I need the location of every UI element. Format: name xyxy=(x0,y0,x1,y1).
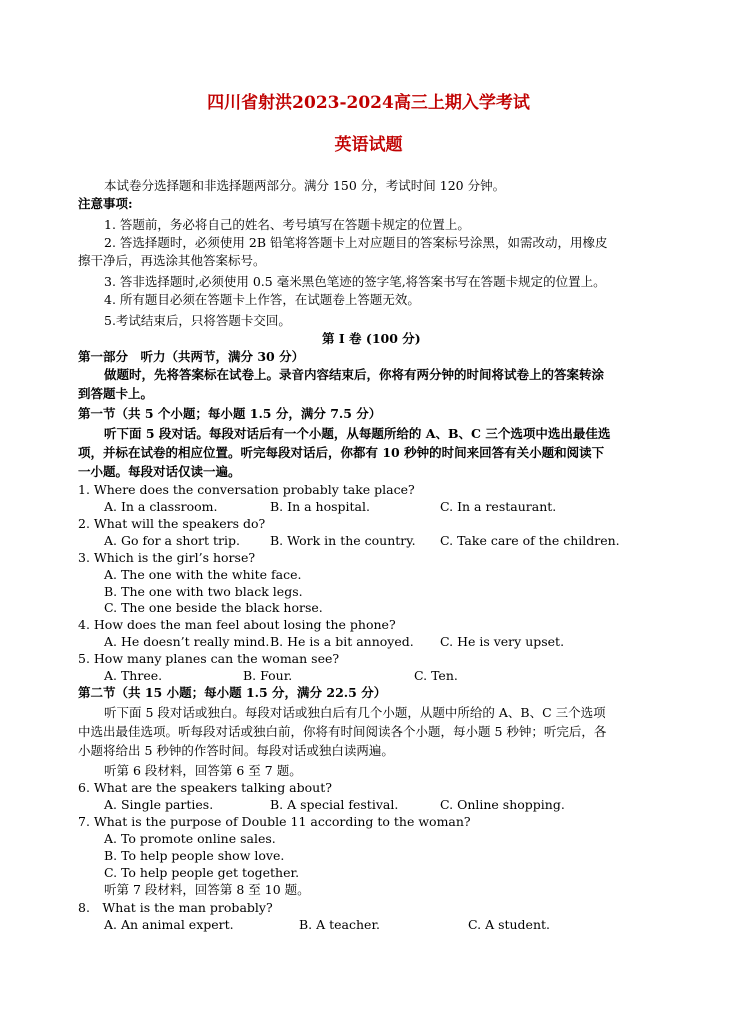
section1-instruction: 一小题。每段对话仅读一遍。 xyxy=(78,464,241,479)
option-c: C. In a restaurant. xyxy=(440,499,557,514)
question-stem: 6. What are the speakers talking about? xyxy=(78,780,332,795)
option-c: C. Online shopping. xyxy=(440,797,565,812)
option-a: A. To promote online sales. xyxy=(104,831,276,846)
page-title: 四川省射洪2023-2024高三上期入学考试 xyxy=(207,93,530,113)
notice-item: 擦干净后，再选涂其他答案标号。 xyxy=(78,253,266,268)
option-c: C. Take care of the children. xyxy=(440,533,620,548)
volume-heading: 第 I 卷 (100 分) xyxy=(322,331,421,346)
option-c: C. A student. xyxy=(468,917,551,932)
intro-text: 本试卷分选择题和非选择题两部分。满分 150 分，考试时间 120 分钟。 xyxy=(104,178,506,193)
section2-instruction: 听下面 5 段对话或独白。每段对话或独白后有几个小题，从题中所给的 A、B、C 三个选项 xyxy=(104,705,606,720)
notice-item: 5.考试结束后，只将答题卡交回。 xyxy=(104,313,291,328)
option-a: A. An animal expert. xyxy=(104,917,234,932)
question-stem: 7. What is the purpose of Double 11 according to the woman? xyxy=(78,814,471,829)
option-b: B. A special festival. xyxy=(270,797,399,812)
part1-heading: 第一部分 听力（共两节，满分 30 分） xyxy=(78,349,305,364)
part1-instruction: 做题时，先将答案标在试卷上。录音内容结束后，你将有两分钟的时间将试卷上的答案转涂 xyxy=(104,367,605,382)
notice-heading: 注意事项: xyxy=(78,196,133,211)
option-a: A. Go for a short trip. xyxy=(104,533,240,548)
question-stem: 8. What is the man probably? xyxy=(78,900,273,915)
section1-instruction: 听下面 5 段对话。每段对话后有一个小题，从每题所给的 A、B、C 三个选项中选出最佳选 xyxy=(104,426,611,441)
option-b: B. Work in the country. xyxy=(270,533,416,548)
section2-instruction: 小题将给出 5 秒钟的作答时间。每段对话或独白读两遍。 xyxy=(78,743,394,758)
section1-heading: 第一节（共 5 个小题；每小题 1.5 分，满分 7.5 分） xyxy=(78,406,382,421)
notice-item: 2. 答选择题时，必须使用 2B 铅笔将答题卡上对应题目的答案标号涂黑，如需改动，用橡皮 xyxy=(104,235,608,250)
option-c: C. The one beside the black horse. xyxy=(104,600,323,615)
option-c: C. He is very upset. xyxy=(440,634,565,649)
notice-item: 3. 答非选择题时,必须使用 0.5 毫米黑色笔迹的签字笔,将答案书写在答题卡规定的位置上。 xyxy=(104,274,606,289)
option-b: B. He is a bit annoyed. xyxy=(270,634,414,649)
option-a: A. Three. xyxy=(104,668,163,683)
option-b: B. To help people show love. xyxy=(104,848,285,863)
section2-instruction: 中选出最佳选项。听每段对话或独白前，你将有时间阅读各个小题，每小题 5 秒钟；听完后，各 xyxy=(78,724,607,739)
question-stem: 3. Which is the girl’s horse? xyxy=(78,550,256,565)
page-subtitle: 英语试题 xyxy=(334,135,403,155)
part1-instruction: 到答题卡上。 xyxy=(78,386,154,401)
material-instruction: 听第 7 段材料，回答第 8 至 10 题。 xyxy=(104,882,310,897)
question-stem: 1. Where does the conversation probably take place? xyxy=(78,482,415,497)
notice-item: 4. 所有题目必须在答题卡上作答，在试题卷上答题无效。 xyxy=(104,292,420,307)
option-b: B. A teacher. xyxy=(299,917,381,932)
question-stem: 4. How does the man feel about losing the phone? xyxy=(78,617,396,632)
section1-instruction: 项，并标在试卷的相应位置。听完每段对话后，你都有 10 秒钟的时间来回答有关小题和阅读下 xyxy=(78,445,605,460)
option-a: A. He doesn’t really mind. xyxy=(104,634,270,649)
option-b: B. In a hospital. xyxy=(270,499,370,514)
option-c: C. Ten. xyxy=(414,668,458,683)
question-stem: 2. What will the speakers do? xyxy=(78,516,266,531)
question-stem: 5. How many planes can the woman see? xyxy=(78,651,340,666)
option-a: A. The one with the white face. xyxy=(104,567,302,582)
option-b: B. The one with two black legs. xyxy=(104,584,303,599)
section2-heading: 第二节（共 15 小题；每小题 1.5 分，满分 22.5 分） xyxy=(78,685,387,700)
notice-item: 1. 答题前，务必将自己的姓名、考号填写在答题卡规定的位置上。 xyxy=(104,217,470,232)
option-a: A. In a classroom. xyxy=(104,499,218,514)
option-c: C. To help people get together. xyxy=(104,865,300,880)
option-a: A. Single parties. xyxy=(104,797,214,812)
material-instruction: 听第 6 段材料，回答第 6 至 7 题。 xyxy=(104,763,302,778)
option-b: B. Four. xyxy=(243,668,293,683)
